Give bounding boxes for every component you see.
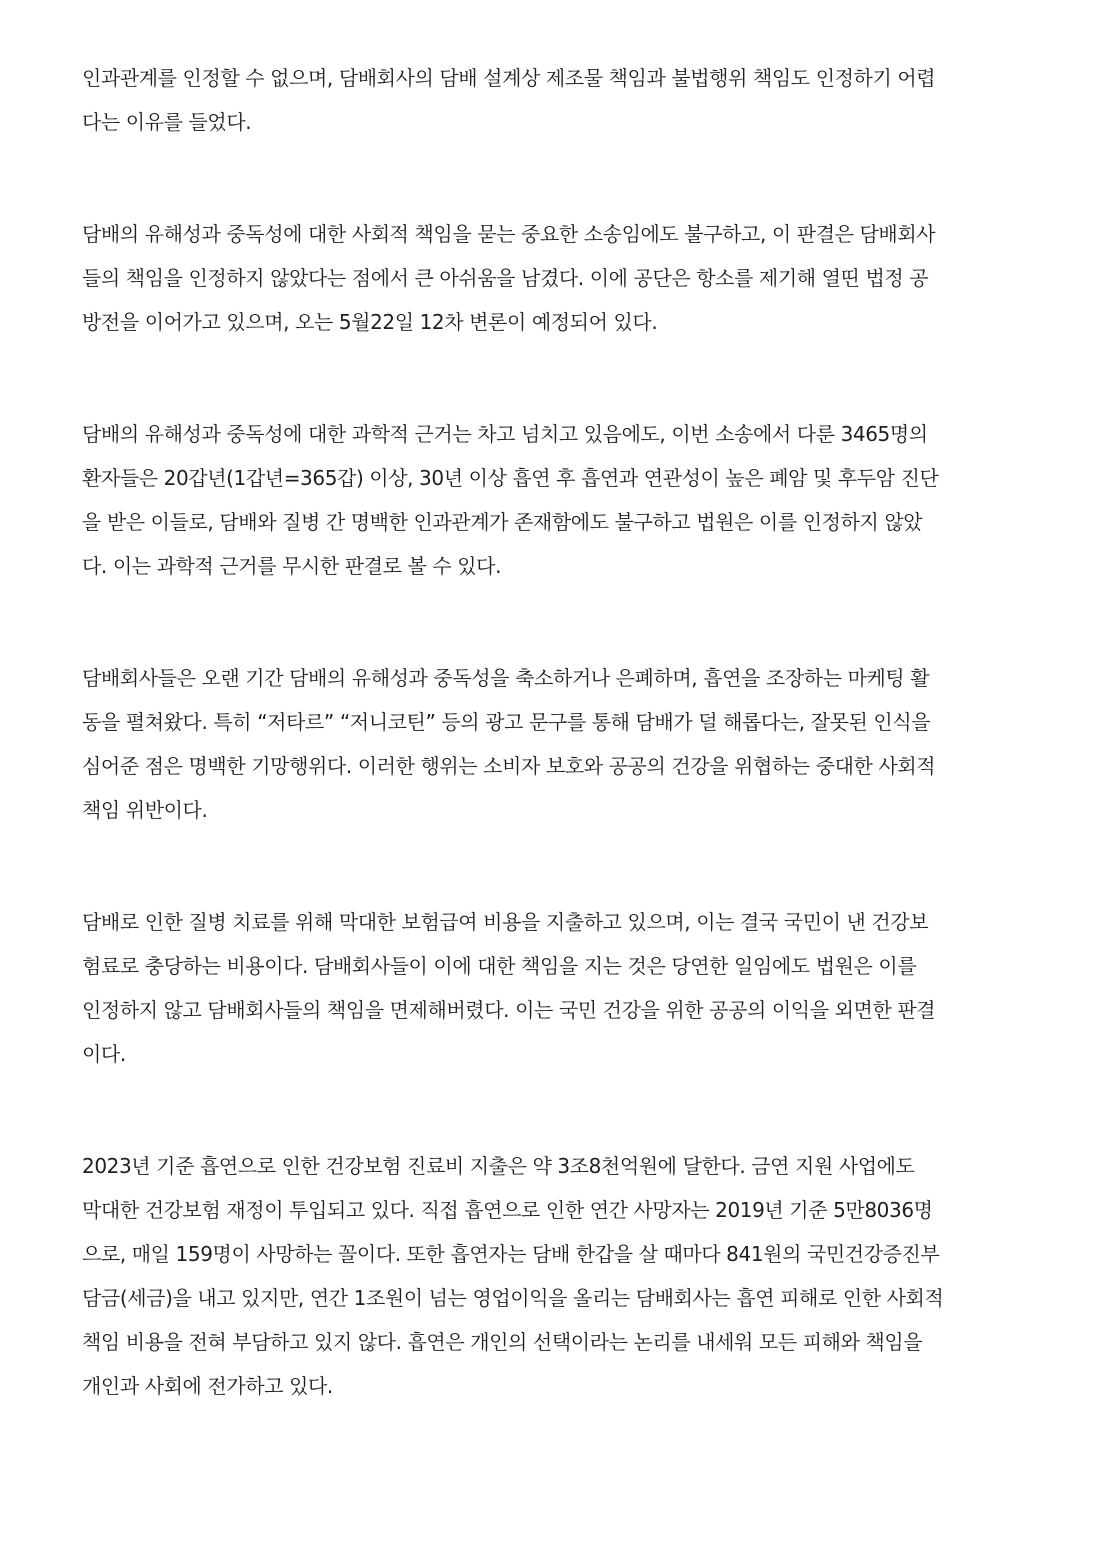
paragraph-3 — [82, 412, 1032, 588]
paragraph-6 — [82, 1144, 1032, 1408]
paragraph-line: 담배로 인한 질병 치료를 위해 막대한 보험급여 비용을 지출하고 있으며, 이는 결국 국민이 낸 건강보 — [82, 910, 929, 934]
paragraph-line: 으로, 매일 159명이 사망하는 꼴이다. 또한 흡연자는 담배 한갑을 살 때마다 841원의 국민건강증진부 — [82, 1242, 940, 1266]
paragraph-5 — [82, 900, 1032, 1076]
paragraph-line: 환자들은 20갑년(1갑년=365갑) 이상, 30년 이상 흡연 후 흡연과 연관성이 높은 폐암 및 후두암 진단 — [82, 466, 939, 490]
paragraph-4 — [82, 656, 1032, 832]
article-body — [82, 56, 1032, 1476]
paragraph-line: 험료로 충당하는 비용이다. 담배회사들이 이에 대한 책임을 지는 것은 당연한 일임에도 법원은 이를 — [82, 954, 917, 978]
paragraph-line: 을 받은 이들로, 담배와 질병 간 명백한 인과관계가 존재함에도 불구하고 법원은 이를 인정하지 않았 — [82, 510, 923, 534]
paragraph-line: 책임 비용을 전혀 부담하고 있지 않다. 흡연은 개인의 선택이라는 논리를 내세워 모든 피해와 책임을 — [82, 1330, 923, 1354]
paragraph-line: 담배의 유해성과 중독성에 대한 과학적 근거는 차고 넘치고 있음에도, 이번 소송에서 다룬 3465명의 — [82, 422, 928, 446]
paragraph-line: 책임 위반이다. — [82, 798, 208, 822]
paragraph-line: 다. 이는 과학적 근거를 무시한 판결로 볼 수 있다. — [82, 554, 502, 578]
paragraph-line: 들의 책임을 인정하지 않았다는 점에서 큰 아쉬움을 남겼다. 이에 공단은 항소를 제기해 열띤 법정 공 — [82, 266, 929, 290]
paragraph-line: 인과관계를 인정할 수 없으며, 담배회사의 담배 설계상 제조물 책임과 불법행위 책임도 인정하기 어렵 — [82, 66, 936, 90]
paragraph-line: 2023년 기준 흡연으로 인한 건강보험 진료비 지출은 약 3조8천억원에 달한다. 금연 지원 사업에도 — [82, 1154, 915, 1178]
paragraph-line: 담배의 유해성과 중독성에 대한 사회적 책임을 묻는 중요한 소송임에도 불구하고, 이 판결은 담배회사 — [82, 222, 936, 246]
paragraph-line: 담배회사들은 오랜 기간 담배의 유해성과 중독성을 축소하거나 은폐하며, 흡연을 조장하는 마케팅 활 — [82, 666, 930, 690]
paragraph-line: 담금(세금)을 내고 있지만, 연간 1조원이 넘는 영업이익을 올리는 담배회사는 흡연 피해로 인한 사회적 — [82, 1286, 944, 1310]
paragraph-2 — [82, 212, 1032, 344]
paragraph-line: 심어준 점은 명백한 기망행위다. 이러한 행위는 소비자 보호와 공공의 건강을 위협하는 중대한 사회적 — [82, 754, 936, 778]
paragraph-line: 방전을 이어가고 있으며, 오는 5월22일 12차 변론이 예정되어 있다. — [82, 310, 658, 334]
paragraph-1 — [82, 56, 1032, 144]
paragraph-line: 동을 펼쳐왔다. 특히 “저타르” “저니코틴” 등의 광고 문구를 통해 담배가 덜 해롭다는, 잘못된 인식을 — [82, 710, 931, 734]
paragraph-line: 막대한 건강보험 재정이 투입되고 있다. 직접 흡연으로 인한 연간 사망자는 2019년 기준 5만8036명 — [82, 1198, 933, 1222]
paragraph-line: 다는 이유를 들었다. — [82, 110, 252, 134]
paragraph-line: 인정하지 않고 담배회사들의 책임을 면제해버렸다. 이는 국민 건강을 위한 공공의 이익을 외면한 판결 — [82, 998, 936, 1022]
paragraph-line: 이다. — [82, 1042, 126, 1066]
paragraph-line: 개인과 사회에 전가하고 있다. — [82, 1374, 333, 1398]
